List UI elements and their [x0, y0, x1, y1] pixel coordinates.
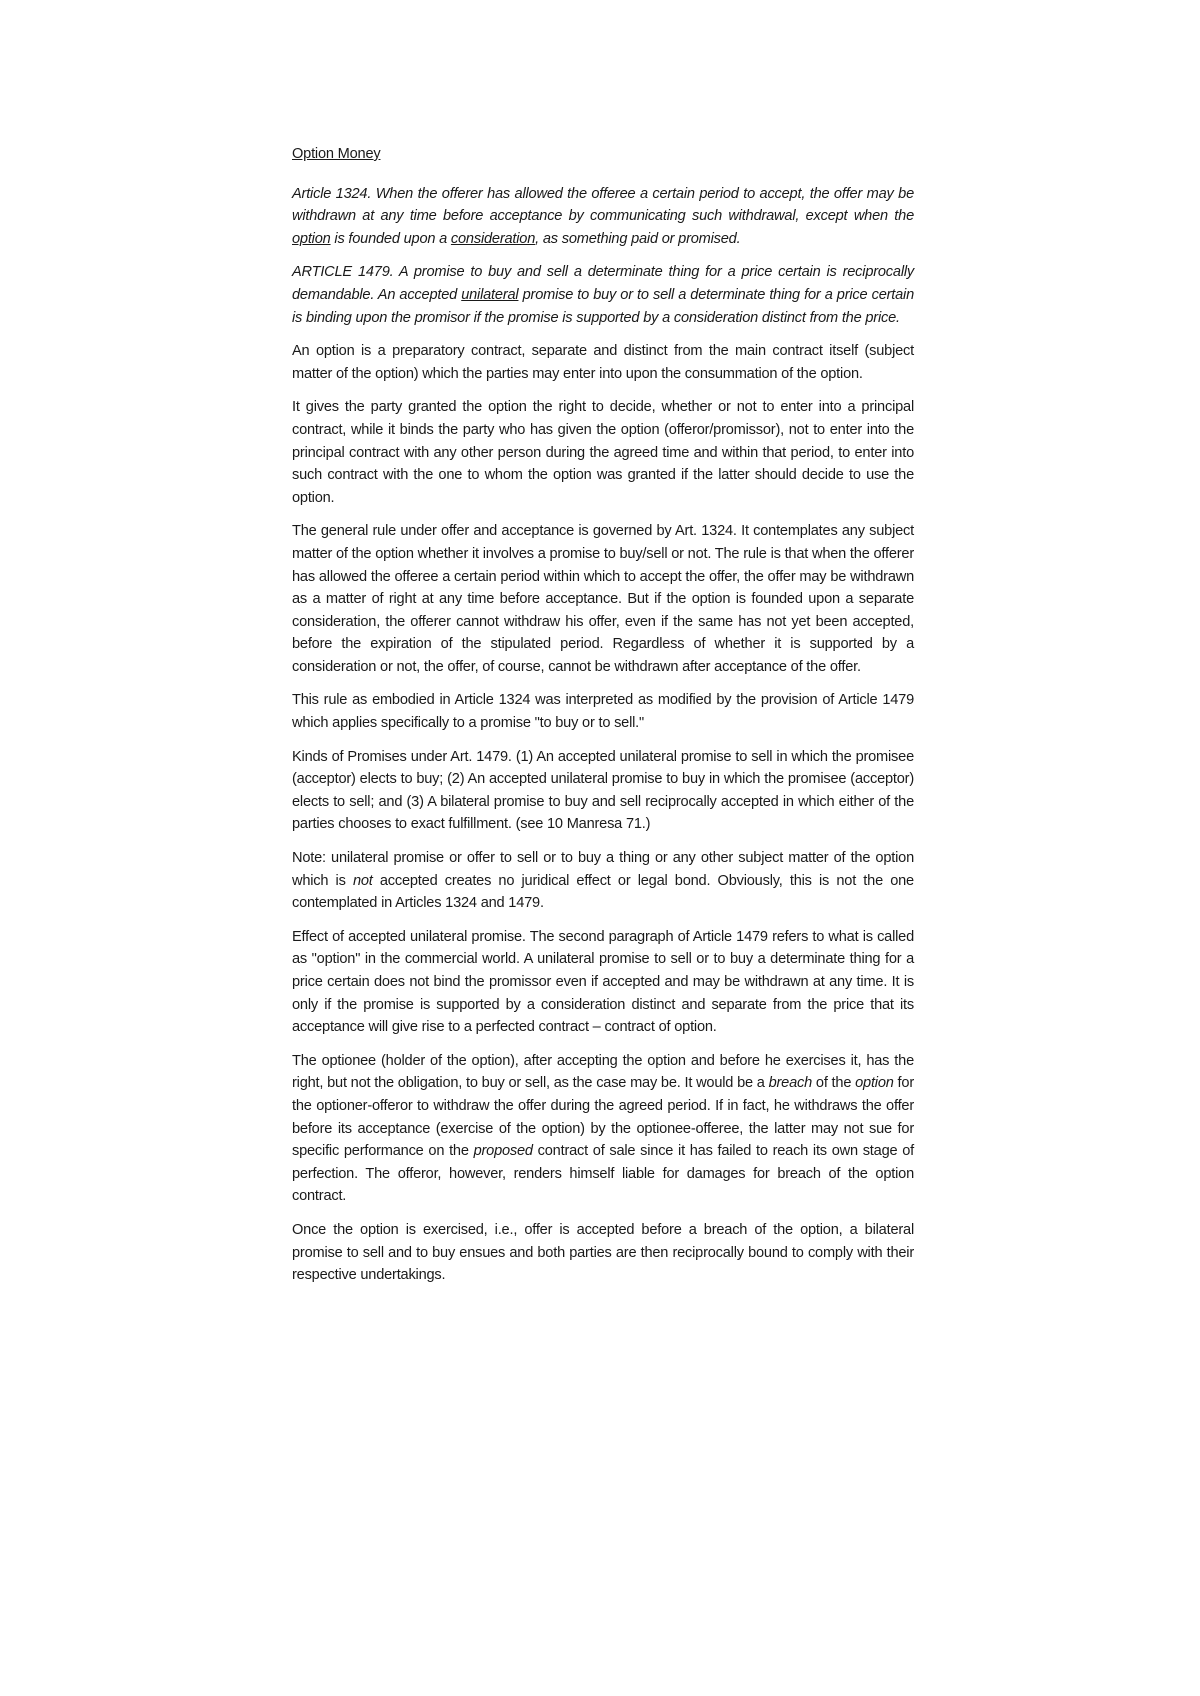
note-text-a: Note: unilateral promise or offer to sell or to buy a thing or any other subject matter of the option which is	[292, 850, 914, 889]
optionee-paragraph	[292, 1050, 914, 1208]
optionee-text-c: for the optioner-offeror to withdraw the offer during the agreed period. If in fact, he withdraws the offer before its acceptance (exercise of the option) by the optionee-offeree, the latter may not sue for specific performance on the	[292, 1075, 914, 1160]
article-1324-text-b: is founded upon a	[330, 230, 451, 247]
article-1324-text-c: , as something paid or promised.	[535, 230, 741, 247]
option-definition-paragraph: An option is a preparatory contract, separate and distinct from the main contract itself (subject matter of the option) which the parties may enter into upon the consummation of the option.	[292, 343, 914, 382]
optionee-proposed-term: proposed	[473, 1143, 533, 1160]
article-1479-text-a: ARTICLE 1479. A promise to buy and sell a determinate thing for a price certain is reciprocally demandable. An accepted	[292, 264, 914, 303]
note-paragraph	[292, 847, 914, 915]
effect-paragraph: Effect of accepted unilateral promise. The second paragraph of Article 1479 refers to what is called as "option" in the commercial world. A unilateral promise to sell or to buy a determinate thing for a price certain does not bind the promissor even if accepted and may be withdrawn at any time. It is only if the promise is supported by a consideration distinct and separate from the price that its acceptance will give rise to a perfected contract – contract of option.	[292, 928, 914, 1036]
optionee-option-term: option	[855, 1075, 894, 1092]
kinds-of-promises-paragraph: Kinds of Promises under Art. 1479. (1) An accepted unilateral promise to sell in which the promisee (acceptor) elects to buy; (2) An accepted unilateral promise to buy in which the promisee (acceptor) elects to sell; and (3) A bilateral promise to buy and sell reciprocally accepted in which either of the parties chooses to exact fulfillment. (see 10 Manresa 71.)	[292, 748, 914, 833]
optionee-text-a: The optionee (holder of the option), after accepting the option and before he exercises it, has the right, but not the obligation, to buy or sell, as the case may be. It would be a	[292, 1052, 914, 1092]
note-text-b: accepted creates no juridical effect or legal bond. Obviously, this is not the one contemplated in Articles 1324 and 1479.	[292, 872, 914, 912]
document-title: Option Money	[292, 146, 381, 162]
optionee-text-d: contract of sale since it has failed to reach its own stage of perfection. The offeror, however, renders himself liable for damages for breach of the option contract.	[292, 1143, 914, 1205]
optionee-text-b: of the	[812, 1075, 856, 1092]
article-1324-text-a: Article 1324. When the offerer has allowed the offeree a certain period to accept, the offer may be withdrawn at any time before acceptance by communicating such withdrawal, except when the	[292, 185, 914, 225]
rule-modified-paragraph: This rule as embodied in Article 1324 was interpreted as modified by the provision of Article 1479 which applies specifically to a promise "to buy or to sell."	[292, 692, 914, 732]
option-right-paragraph: It gives the party granted the option the right to decide, whether or not to enter into a principal contract, while it binds the party who has given the option (offeror/promissor), not to enter into the principal contract with any other person during the agreed time and within that period, to enter into such contract with the one to whom the option was granted if the latter should decide to use the option.	[292, 399, 914, 506]
article-1479-unilateral-term: unilateral	[461, 286, 519, 303]
article-1324-consideration-term: consideration	[450, 230, 536, 247]
option-exercised-paragraph: Once the option is exercised, i.e., offer is accepted before a breach of the option, a bilateral promise to sell and to buy ensues and both parties are then reciprocally bound to comply with their respective undertakings.	[292, 1221, 914, 1284]
note-not-term: not	[352, 872, 373, 889]
general-rule-paragraph: The general rule under offer and acceptance is governed by Art. 1324. It contemplates any subject matter of the option whether it involves a promise to buy/sell or not. The rule is that when the offerer has allowed the offeree a certain period within which to accept the offer, the offer may be withdrawn as a matter of right at any time before acceptance. But if the option is founded upon a separate consideration, the offerer cannot withdraw his offer, even if the same has not yet been accepted, before the expiration of the stipulated period. Regardless of whether it is supported by a consideration or not, the offer, of course, cannot be withdrawn after acceptance of the offer.	[292, 523, 914, 675]
document-body	[292, 143, 914, 1298]
article-1479-paragraph	[292, 261, 914, 329]
article-1324-paragraph	[292, 183, 914, 251]
article-1479-text-b: promise to buy or to sell a determinate thing for a price certain is binding upon the promisor if the promise is supported by a consideration distinct from the price.	[292, 286, 914, 326]
optionee-breach-term: breach	[768, 1075, 813, 1092]
article-1324-option-term: option	[292, 230, 331, 247]
